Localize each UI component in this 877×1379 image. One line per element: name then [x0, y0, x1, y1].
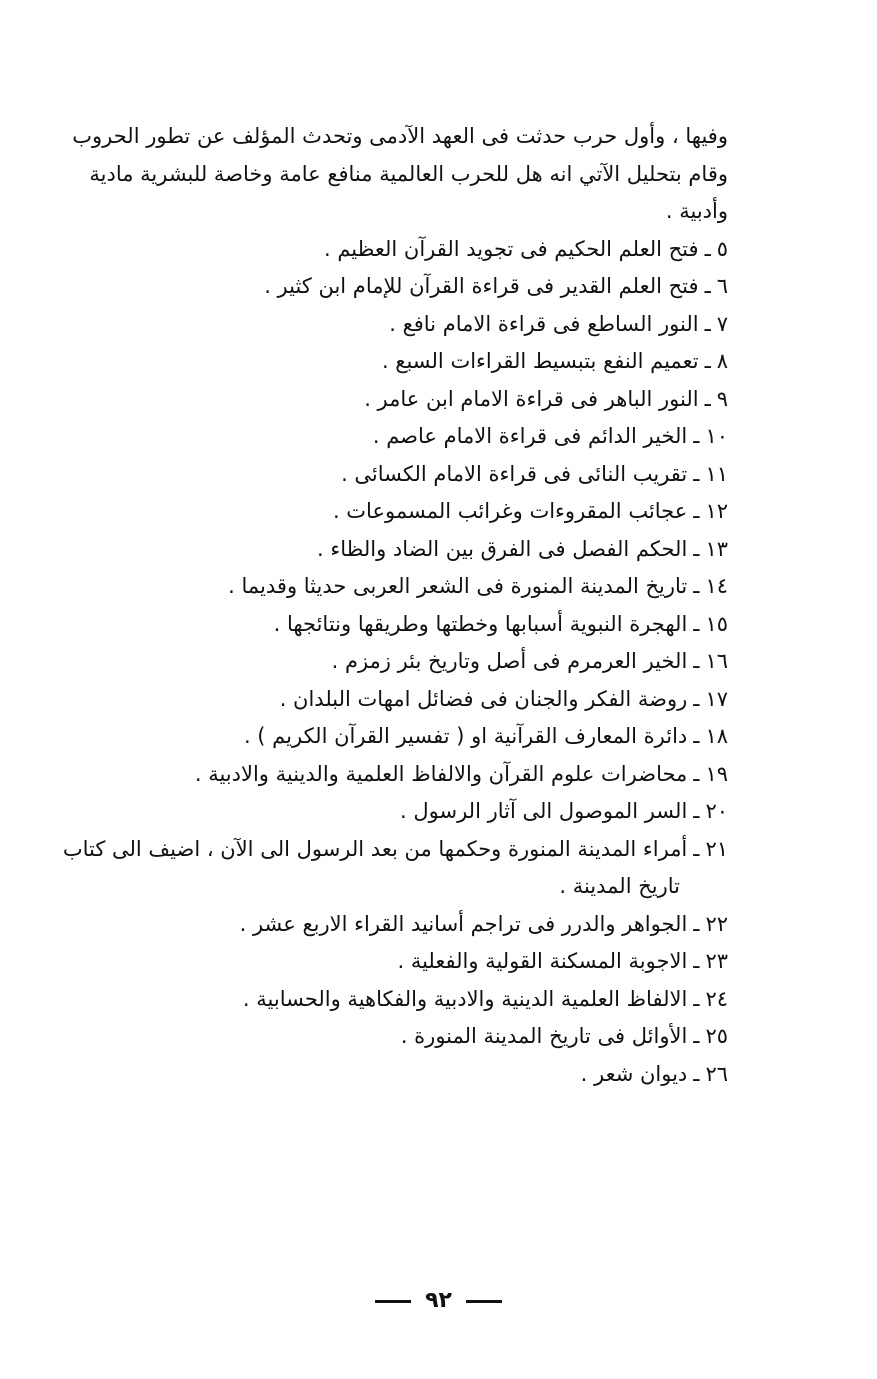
- item-dash: ـ: [693, 611, 700, 636]
- item-dash: ـ: [693, 799, 700, 823]
- list-item-line: [70, 531, 728, 569]
- item-title: دائرة المعارف القرآنية او ( تفسير القرآن الكريم ) .: [243, 724, 688, 748]
- list-item: [70, 493, 728, 531]
- intro-line: وقام بتحليل الآتي انه هل للحرب العالمية منافع عامة وخاصة للبشرية مادية: [89, 161, 728, 186]
- item-dash: ـ: [704, 386, 711, 411]
- list-item: [62, 831, 728, 906]
- item-dash: ـ: [693, 499, 700, 523]
- item-title: النور الساطع فى قراءة الامام نافع .: [389, 311, 699, 336]
- item-title: تقريب النائى فى قراءة الامام الكسائى .: [341, 461, 688, 486]
- list-item: [70, 718, 728, 756]
- list-item: [70, 381, 728, 419]
- item-dash: ـ: [704, 349, 711, 373]
- item-title: السر الموصول الى آثار الرسول .: [400, 799, 688, 823]
- item-dash: ـ: [704, 274, 711, 298]
- list-item-line: [70, 1018, 728, 1056]
- item-title: تاريخ المدينة المنورة فى الشعر العربى حديثا وقديما .: [228, 574, 688, 598]
- list-item-line: [70, 231, 728, 269]
- list-item-line: [70, 681, 728, 719]
- item-title: الخير الدائم فى قراءة الامام عاصم .: [372, 424, 688, 448]
- page-content: [62, 118, 728, 1093]
- item-title: الالفاظ العلمية الدينية والادبية والفكاهية والحسابية .: [242, 986, 688, 1011]
- item-title: تعميم النفع بتبسيط القراءات السبع .: [381, 349, 699, 373]
- list-item-line: [70, 343, 728, 381]
- item-number: ٨: [716, 349, 728, 373]
- list-item: [70, 306, 728, 344]
- list-item: [70, 981, 728, 1019]
- item-number: ٢٣: [705, 949, 728, 973]
- item-dash: ـ: [693, 1061, 700, 1086]
- list-item-line: [70, 906, 728, 944]
- list-item: [70, 906, 728, 944]
- item-dash: ـ: [693, 836, 700, 861]
- list-item: [70, 531, 728, 569]
- item-number: ٢٦: [705, 1061, 728, 1086]
- list-item: [70, 568, 728, 606]
- item-title: الحكم الفصل فى الفرق بين الضاد والظاء .: [317, 536, 688, 561]
- item-title: الاجوبة المسكنة القولية والفعلية .: [397, 949, 688, 973]
- item-dash: ـ: [693, 574, 700, 598]
- item-number: ٢١: [705, 836, 728, 861]
- item-number: ١٠: [705, 424, 728, 448]
- item-number: ١٦: [705, 649, 728, 673]
- item-title: فتح العلم القدير فى قراءة القرآن للإمام ابن كثير .: [264, 274, 699, 298]
- item-dash: ـ: [693, 424, 700, 448]
- item-number: ٢٢: [705, 911, 728, 936]
- item-number: ٢٥: [705, 1024, 728, 1048]
- item-dash: ـ: [693, 761, 700, 786]
- item-number: ١٢: [705, 499, 728, 523]
- footer-rule-right: [466, 1300, 502, 1303]
- list-item-line: [70, 943, 728, 981]
- item-dash: ـ: [693, 724, 700, 748]
- item-number: ٦: [716, 274, 728, 298]
- item-dash: ـ: [704, 311, 711, 336]
- item-title: الخير العرمرم فى أصل وتاريخ بئر زمزم .: [331, 649, 688, 673]
- list-item-line: [70, 718, 728, 756]
- list-item-line: [70, 981, 728, 1019]
- list-item-line: [70, 306, 728, 344]
- list-item: [70, 343, 728, 381]
- item-number: ١٩: [705, 761, 728, 786]
- list-item: [70, 643, 728, 681]
- list-item-line: [70, 268, 728, 306]
- item-title: فتح العلم الحكيم فى تجويد القرآن العظيم .: [323, 236, 699, 261]
- item-number: ١٨: [705, 724, 728, 748]
- item-title: الهجرة النبوية أسبابها وخطتها وطريقها ونتائجها .: [273, 611, 688, 636]
- footer-rule-left: [375, 1300, 411, 1303]
- item-number: ٢٠: [705, 799, 728, 823]
- item-dash: ـ: [693, 986, 700, 1011]
- item-title: روضة الفكر والجنان فى فضائل امهات البلدان .: [279, 686, 688, 711]
- item-number: ٩: [716, 386, 728, 411]
- intro-line: وأدبية .: [665, 199, 728, 223]
- item-title: عجائب المقروءات وغرائب المسموعات .: [332, 499, 688, 523]
- item-title: الجواهر والدرر فى تراجم أسانيد القراء الاربع عشر .: [239, 911, 688, 936]
- item-dash: ـ: [693, 536, 700, 561]
- item-dash: ـ: [693, 911, 700, 936]
- item-number: ٥: [716, 236, 728, 261]
- item-title: محاضرات علوم القرآن والالفاظ العلمية والدينية والادبية .: [194, 761, 688, 786]
- item-number: ٢٤: [705, 986, 728, 1011]
- item-number: ١٣: [705, 536, 728, 561]
- item-dash: ـ: [693, 949, 700, 973]
- item-dash: ـ: [693, 649, 700, 673]
- list-item: [70, 231, 728, 269]
- intro-paragraph: [70, 118, 728, 231]
- list-item-line: [70, 568, 728, 606]
- item-dash: ـ: [693, 686, 700, 711]
- item-title-continuation: تاريخ المدينة .: [559, 874, 680, 898]
- item-number: ١١: [705, 461, 728, 486]
- list-item: [70, 268, 728, 306]
- list-item: [70, 793, 728, 831]
- list-item: [70, 943, 728, 981]
- item-title: أمراء المدينة المنورة وحكمها من بعد الرسول الى الآن ، اضيف الى كتاب: [62, 836, 688, 861]
- list-item: [70, 418, 728, 456]
- list-item-line: [70, 1056, 728, 1094]
- list-item-line: [70, 606, 728, 644]
- page-number: ٩٢: [425, 1288, 452, 1313]
- list-item: [70, 1056, 728, 1094]
- item-title: الأوائل فى تاريخ المدينة المنورة .: [400, 1024, 688, 1048]
- list-item-line: [70, 381, 728, 419]
- intro-line: وفيها ، وأول حرب حدثت فى العهد الآدمى وتحدث المؤلف عن تطور الحروب: [72, 124, 728, 148]
- item-number: ١٧: [705, 686, 728, 711]
- list-item: [70, 681, 728, 719]
- list-item-line: [62, 831, 728, 869]
- list-item-line: [70, 493, 728, 531]
- list-item-line: [70, 418, 728, 456]
- item-title: النور الباهر فى قراءة الامام ابن عامر .: [364, 386, 699, 411]
- item-number: ١٤: [705, 574, 728, 598]
- item-dash: ـ: [704, 236, 711, 261]
- item-title: ديوان شعر .: [580, 1061, 688, 1086]
- item-dash: ـ: [693, 461, 700, 486]
- page-number-footer: [0, 1288, 877, 1313]
- item-number: ١٥: [705, 611, 728, 636]
- works-list: [62, 231, 728, 1094]
- list-item: [70, 456, 728, 494]
- list-item-line: [70, 456, 728, 494]
- list-item-line: [70, 793, 728, 831]
- list-item-line: [70, 643, 728, 681]
- list-item: [70, 756, 728, 794]
- list-item-line: [70, 756, 728, 794]
- list-item: [70, 606, 728, 644]
- list-item: [70, 1018, 728, 1056]
- item-number: ٧: [716, 311, 728, 336]
- item-dash: ـ: [693, 1024, 700, 1048]
